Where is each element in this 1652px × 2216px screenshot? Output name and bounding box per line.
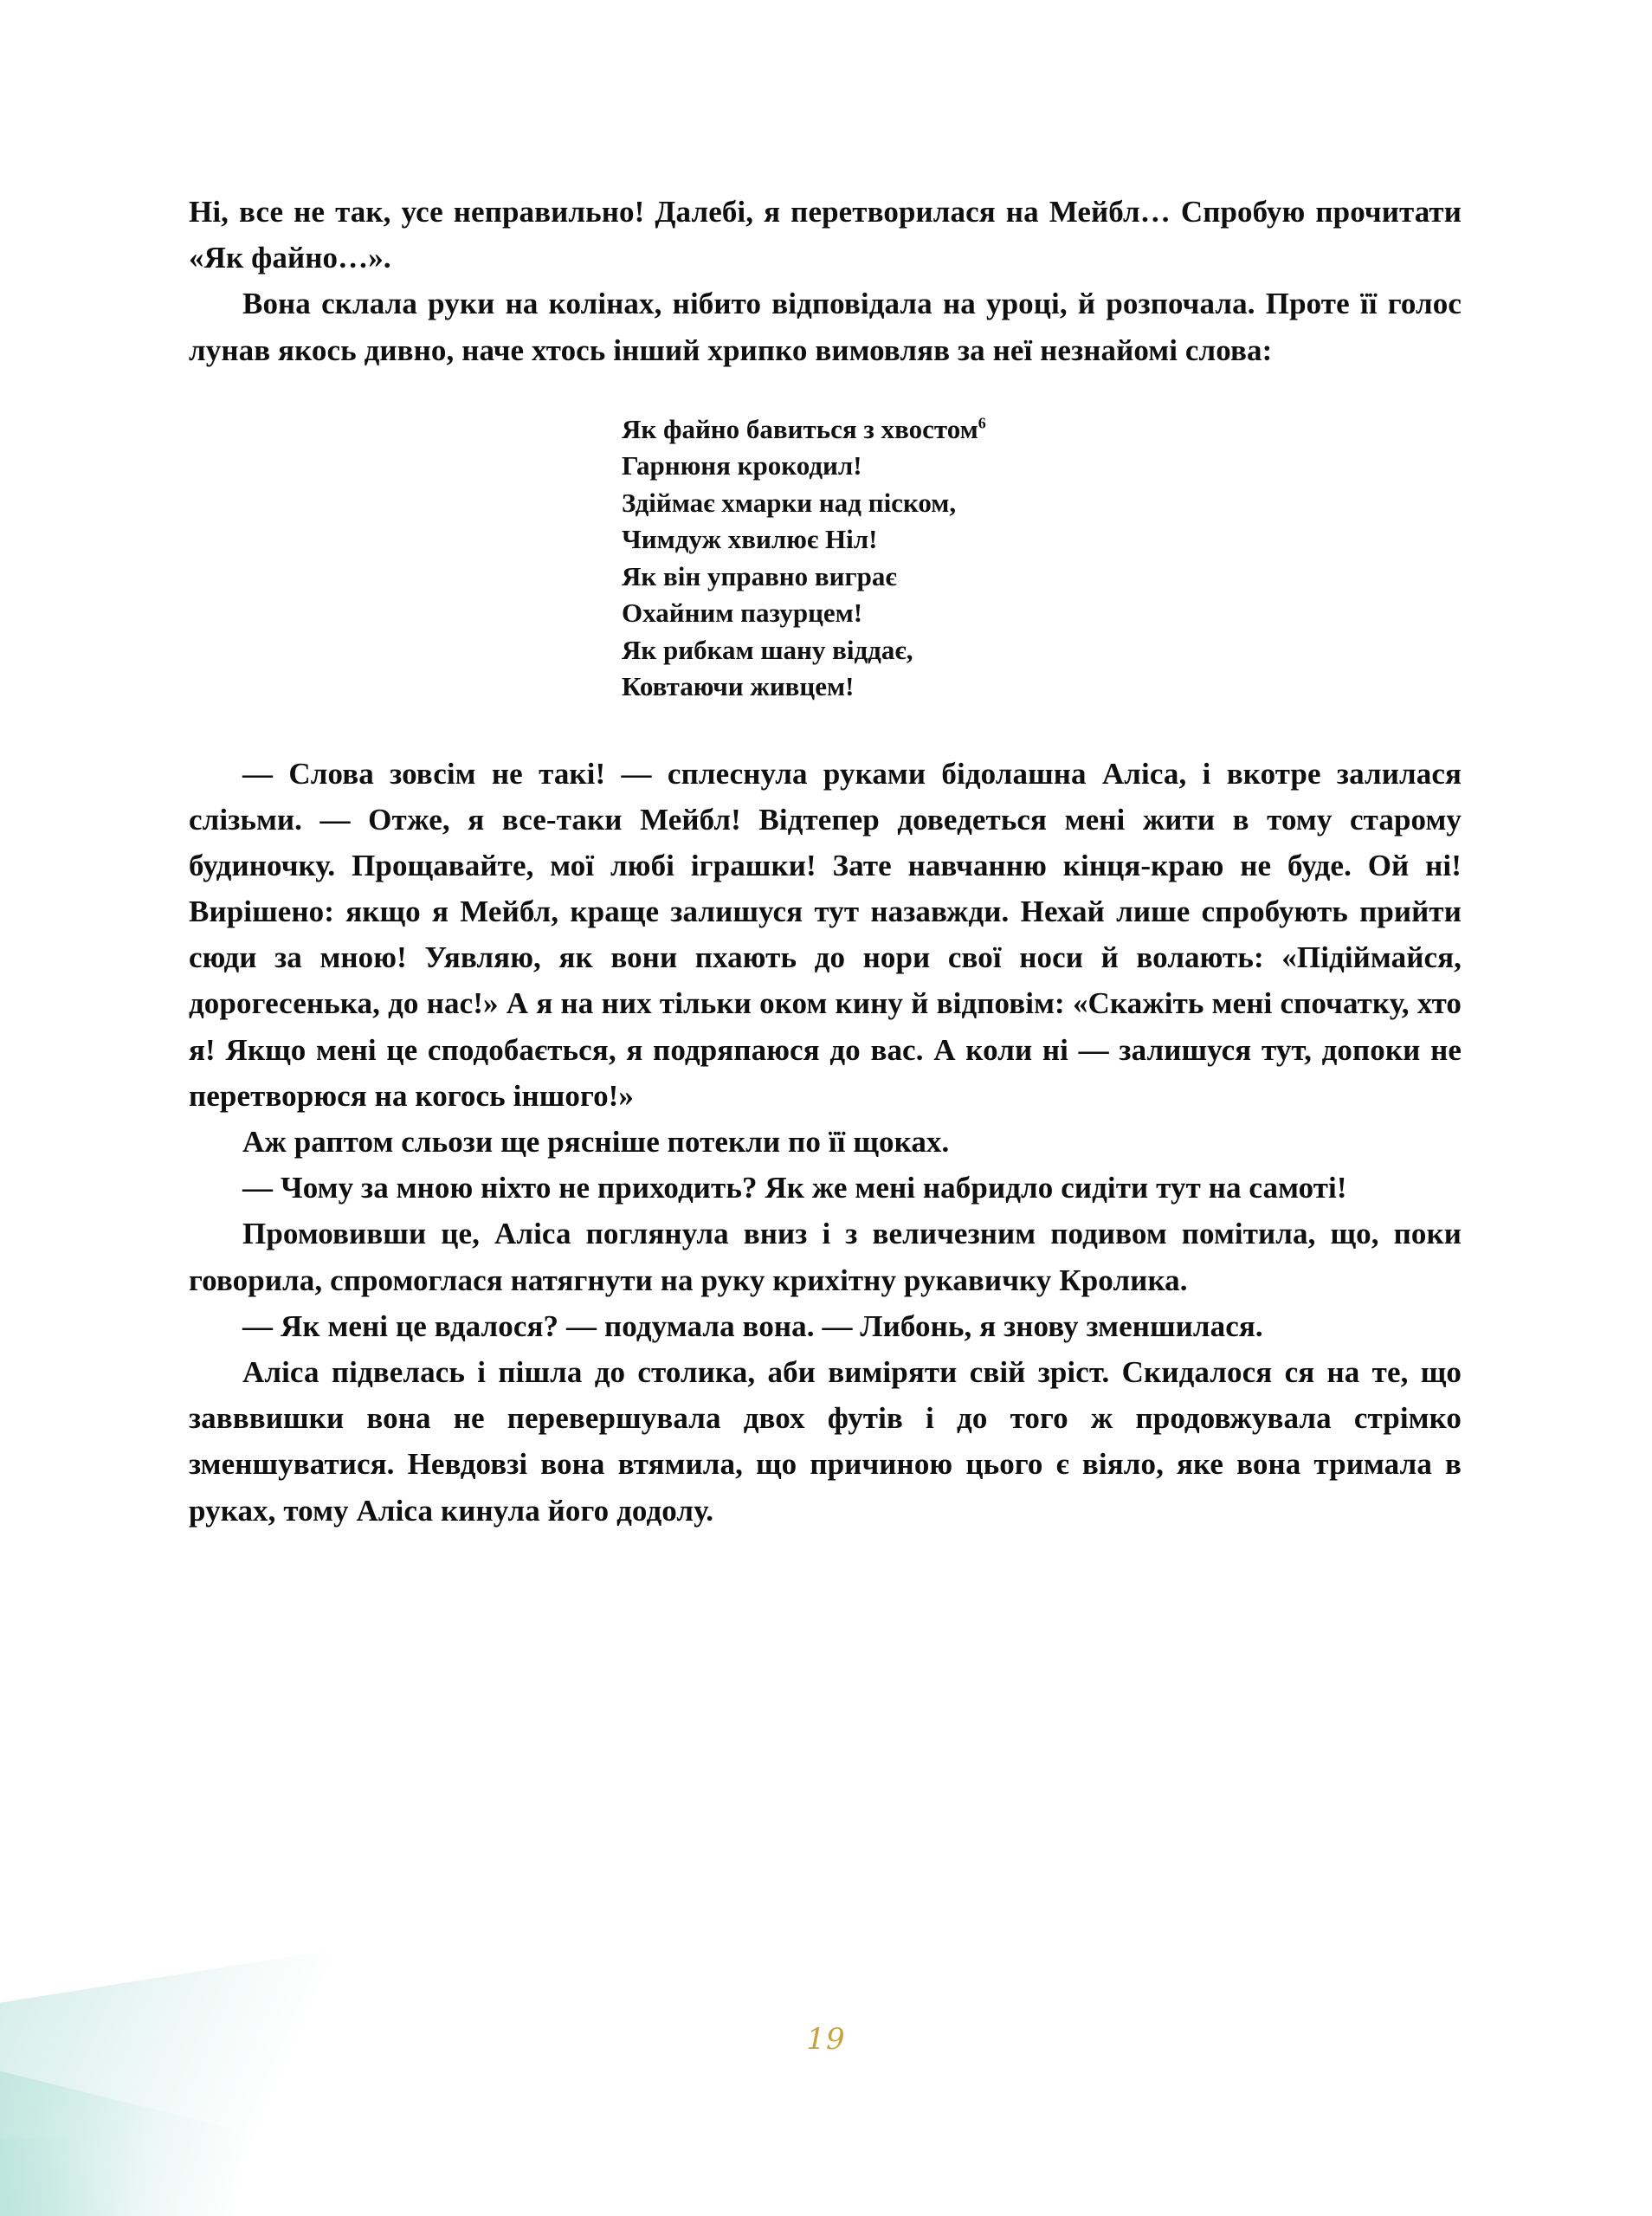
page-text-body (189, 189, 1462, 1534)
wash-shape-a (0, 1950, 329, 2216)
footnote-marker: 6 (978, 414, 986, 432)
paragraph-4: Аж раптом сльози ще рясніше потекли по її щоках. (242, 1125, 950, 1159)
poem-line-3: Здіймає хмарки над піском, (622, 487, 957, 518)
poem-line-1-text: Як файно бавиться з хвостом (622, 413, 978, 444)
paragraph-1: Ні, все не так, усе неправильно! Далебі, я перетворилася на Мейбл… Спробую прочитати «Як файно…». (189, 195, 1462, 275)
poem-line-2: Гарнюня крокодил! (622, 450, 862, 481)
wash-shape-b (0, 2069, 251, 2216)
paragraph-8: Аліса підвелась і пішла до столика, аби виміряти свій зріст. Скидалося ся на те, що завввишки вона не перевершувала двох футів і до того ж продовжувала стрімко зменшуватися. Невдовзі вона втямила, що причиною цього є віяло, яке вона тримала в руках, тому Аліса кинула його додолу. (189, 1354, 1462, 1528)
poem-line-5: Як він управно виграє (622, 560, 897, 591)
poem-line-4: Чимдуж хвилює Ніл! (622, 524, 878, 555)
page-number: 19 (806, 2022, 846, 2057)
paragraph-5: — Чому за мною ніхто не приходить? Як же мені набридло сидіти тут на самоті! (242, 1171, 1347, 1205)
paragraph-7: — Як мені це вдалося? — подумала вона. — Либонь, я знову зменшилася. (242, 1308, 1263, 1343)
poem-line-6: Охайним пазурцем! (622, 598, 863, 629)
poem-line-1 (622, 411, 1462, 448)
poem-line-8: Ковтаючи живцем! (622, 671, 855, 702)
wash-shape-c (0, 2138, 121, 2216)
paragraph-6: Промовивши це, Аліса поглянула вниз і з величезним подивом помітила, що, поки говорила, спромоглася натягнути на руку крихітну рукавичку Кролика. (189, 1217, 1462, 1297)
poem-block (189, 411, 1462, 706)
paragraph-3: — Слова зовсім не такі! — сплеснула руками бідолашна Аліса, і вкотре залилася слізьми. — Отже, я все-таки Мейбл! Відтепер доведеться мені жити в тому старому будиночку. Прощавайте, мої любі іграшки! Зате навчанню кінця-краю не буде. Ой ні! Вирішено: якщо я Мейбл, краще залишуся тут назавжди. Нехай лише спробують прийти сюди за мною! Уявляю, як вони пхають до нори свої носи й волають: «Підіймайся, дорогесенька, до нас!» А я на них тільки оком кину й відповім: «Скажіть мені спочатку, хто я! Якщо мені це сподобається, я подряпаюся до вас. А коли ні — залишуся тут, допоки не перетворюся на когось іншого!» (189, 756, 1462, 1113)
poem-line-7: Як рибкам шану віддає, (622, 634, 913, 665)
decorative-corner-wash (0, 1904, 364, 2216)
paragraph-2: Вона склала руки на колінах, нібито відповідала на уроці, й розпочала. Проте її голос лунав якось дивно, наче хтось інший хрипко вимовляв за неї незнайомі слова: (189, 287, 1462, 367)
